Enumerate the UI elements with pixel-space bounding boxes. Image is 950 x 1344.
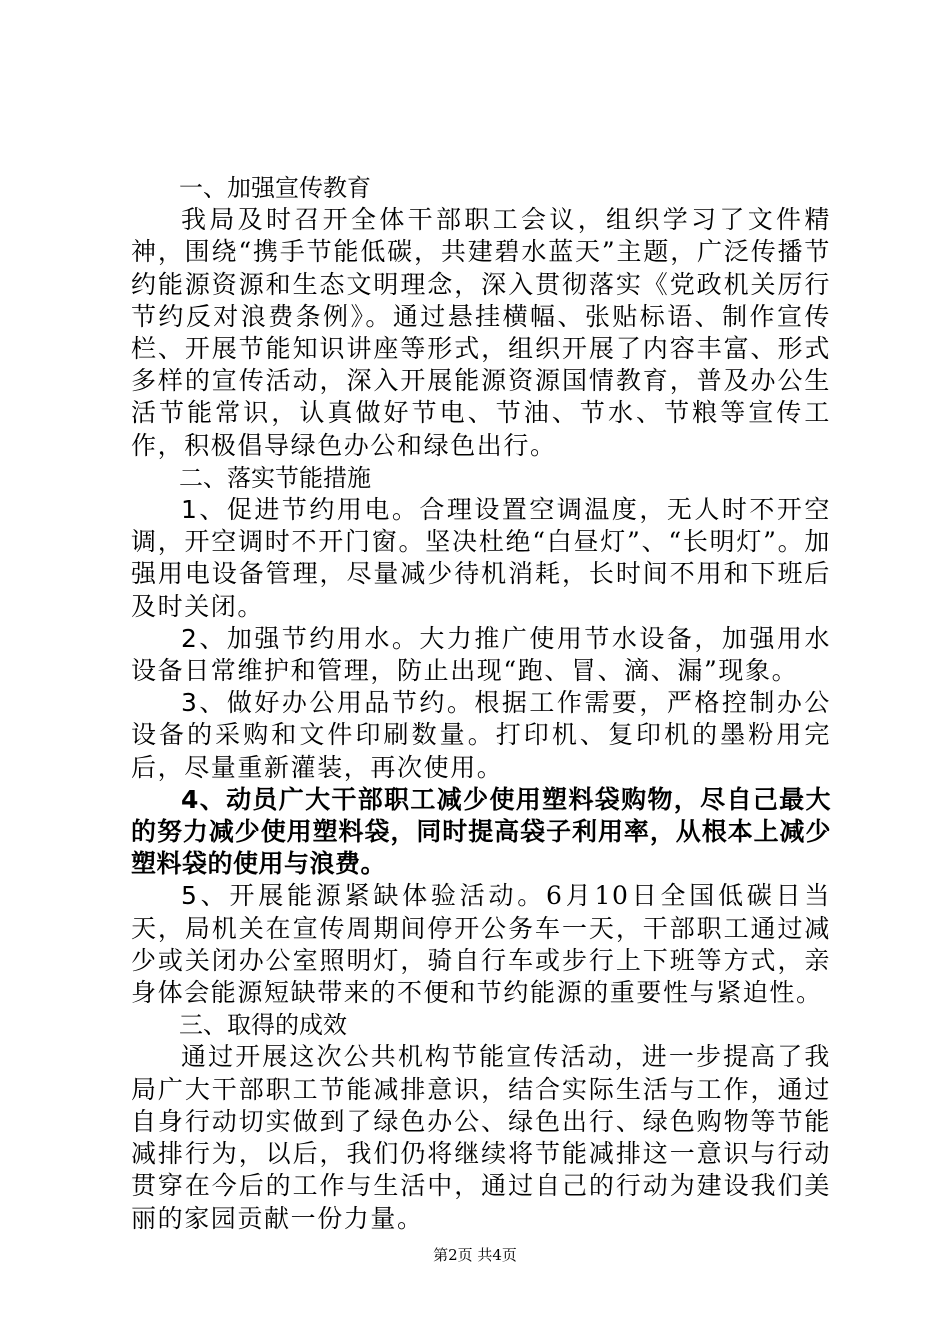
paragraph-text: 合理设置空调温度，无人时不开空调，开空调时不开门窗。坚决杜绝“白昼灯”、“长明灯”。加强用电设备管理，尽量减少待机消耗，长时间不用和下班后及时关闭。 (131, 495, 831, 621)
paragraph-text: 根据工作需要，严格控制办公设备的采购和文件印刷数量。打印机、复印机的墨粉用完后，尽量重新灌装，再次使用。 (131, 688, 831, 782)
paragraph-text: 我局及时召开全体干部职工会议，组织学习了文件精神，围绕“携手节能低碳，共建碧水蓝天”主题，广泛传播节约能源资源和生态文明理念，深入贯彻落实《党政机关厉行节约反对浪费条例》。通过悬挂横幅、张贴标语、制作宣传栏、开展节能知识讲座等形式，组织开展了内容丰富、形式多样的宣传活动，深入开展能源资源国情教育，普及办公生活节能常识，认真做好节电、节油、节水、节粮等宣传工作，积极倡导绿色办公和绿色出行。 (131, 205, 831, 460)
document-body (131, 172, 831, 1235)
paragraph-water (131, 623, 831, 687)
paragraph-text: 6月10日全国低碳日当天，局机关在宣传周期间停开公务车一天，干部职工通过减少或关闭办公室照明灯，骑自行车或步行上下班等方式，亲身体会能源短缺带来的不便和节约能源的重要性与紧迫性。 (131, 881, 831, 1008)
paragraph-lead: 2、加强节约用水。 (181, 623, 420, 653)
section-heading: 三、取得的成效 (179, 1011, 347, 1040)
paragraph-plastic-bags (131, 784, 831, 881)
paragraph-lead: 1、促进节约用电。 (181, 495, 420, 525)
paragraph-office-supplies (131, 687, 831, 784)
paragraph (131, 1041, 831, 1234)
paragraph-text: 大力推广使用节水设备，加强用水设备日常维护和管理，防止出现“跑、冒、滴、漏”现象。 (131, 623, 831, 686)
section-measures (131, 462, 831, 1009)
paragraph-electricity (131, 494, 831, 623)
section-heading: 二、落实节能措施 (179, 463, 371, 492)
page-footer: 第2页 共4页 (433, 1246, 517, 1264)
section-heading: 一、加强宣传教育 (179, 174, 371, 202)
paragraph-lead: 3、做好办公用品节约。 (181, 688, 475, 718)
paragraph-text: 通过开展这次公共机构节能宣传活动，进一步提高了我局广大干部职工节能减排意识，结合实际生活与工作，通过自身行动切实做到了绿色办公、绿色出行、绿色购物等节能减排行为，以后，我们仍将继续将节能减排这一意识与行动贯穿在今后的工作与生活中，通过自己的行动为建设我们美丽的家园贡献一份力量。 (131, 1042, 831, 1233)
paragraph-lead: 5、开展能源紧缺体验活动。 (181, 881, 547, 911)
section-results (131, 1009, 831, 1234)
paragraph (131, 204, 831, 462)
paragraph-energy-shortage (131, 880, 831, 1009)
section-propaganda (131, 172, 831, 462)
paragraph-lead: 4、动员广大干部职工减少使用塑料袋购物，尽自己最大的努力减少使用塑料袋，同时提高袋子利用率，从根本上减少塑料袋的使用与浪费。 (131, 784, 831, 879)
